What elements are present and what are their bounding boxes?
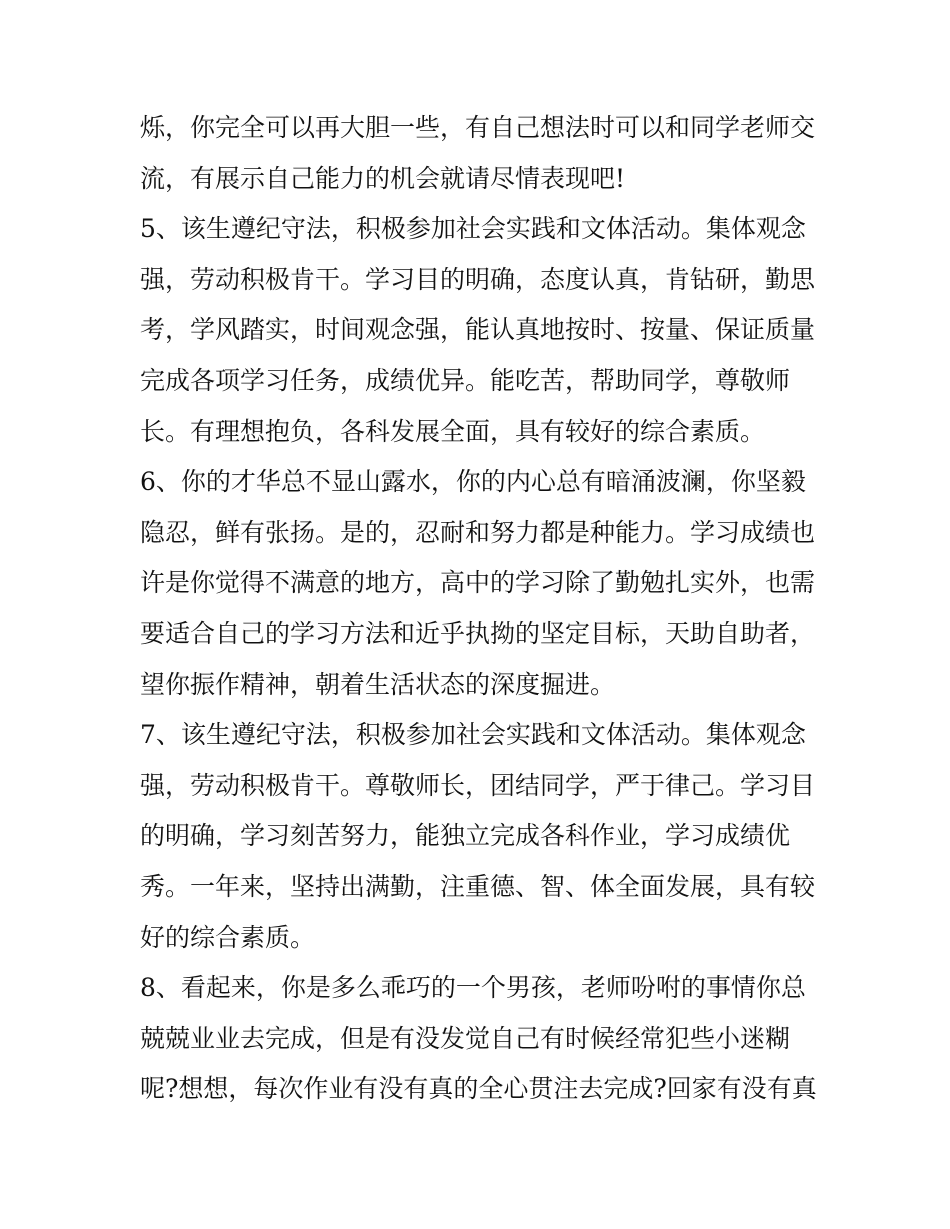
text-line: 要适合自己的学习方法和近乎执拗的坚定目标，天助自助者， — [140, 618, 816, 648]
text-line: 烁，你完全可以再大胆一些，有自己想法时可以和同学老师交 — [140, 113, 816, 142]
text-line: 强，劳动积极肯干。学习目的明确，态度认真，肯钻研，勤思 — [140, 264, 816, 294]
text-line: 6、你的才华总不显山露水，你的内心总有暗涌波澜，你坚毅 — [140, 467, 806, 497]
document-body — [140, 103, 820, 1115]
text-line: 的明确，学习刻苦努力，能独立完成各科作业，学习成绩优 — [140, 821, 791, 851]
text-line: 望你振作精神，朝着生活状态的深度掘进。 — [140, 669, 616, 699]
text-line: 强，劳动积极肯干。尊敬师长，团结同学，严于律己。学习目 — [140, 770, 816, 800]
text-line: 完成各项学习任务，成绩优异。能吃苦，帮助同学，尊敬师 — [140, 365, 791, 395]
text-line: 流，有展示自己能力的机会就请尽情表现吧! — [140, 163, 626, 193]
text-line: 8、看起来，你是多么乖巧的一个男孩，老师吩咐的事情你总 — [140, 973, 806, 1003]
text-line: 许是你觉得不满意的地方，高中的学习除了勤勉扎实外，也需 — [140, 568, 816, 598]
text-line: 7、该生遵纪守法，积极参加社会实践和文体活动。集体观念 — [140, 720, 806, 750]
text-line: 好的综合素质。 — [140, 922, 316, 952]
text-line: 隐忍，鲜有张扬。是的，忍耐和努力都是种能力。学习成绩也 — [140, 517, 816, 547]
text-line: 5、该生遵纪守法，积极参加社会实践和文体活动。集体观念 — [140, 214, 806, 244]
text-line: 呢?想想，每次作业有没有真的全心贯注去完成?回家有没有真 — [140, 1074, 817, 1104]
text-line: 兢兢业业去完成，但是有没发觉自己有时候经常犯些小迷糊 — [140, 1023, 791, 1053]
text-line: 考，学风踏实，时间观念强，能认真地按时、按量、保证质量 — [140, 315, 816, 345]
text-line: 长。有理想抱负，各科发展全面，具有较好的综合素质。 — [140, 416, 766, 446]
text-line: 秀。一年来，坚持出满勤，注重德、智、体全面发展，具有较 — [140, 871, 816, 901]
